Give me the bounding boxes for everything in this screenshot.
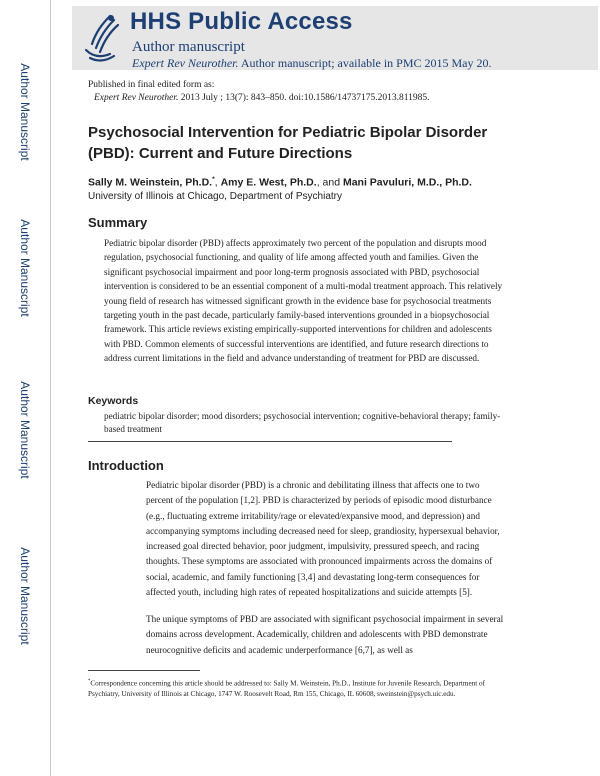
author-list <box>88 176 472 189</box>
introduction-paragraph: Pediatric bipolar disorder (PBD) is a chronic and debilitating illness that affects one to two percent of the population [1,2]. PBD is characterized by periods of episodic mood disturbance (e.g., fluctuating extreme irritability/rage or elevated/expansive mood, and depression) and accompanying symptoms including decreased need for sleep, grandiosity, hypersexual behavior, increased goal directed behavior, poor judgment, impulsivity, pressured speech, and racing thoughts. These symptoms are associated with pronounced impairments across the domains of social, academic, and family functioning [3,4] and devastating long-term consequences for affected youth, including high rates of repeated hospitalizations and suicide attempts [5]. <box>146 480 500 598</box>
publication-info <box>88 79 429 104</box>
keywords-heading: Keywords <box>88 395 139 407</box>
header-journal: Expert Rev Neurother. <box>132 56 239 70</box>
keywords-text: pediatric bipolar disorder; mood disorders; psychosocial intervention; cognitive-behavioral therapy; family-based treatment <box>104 411 501 434</box>
sidebar-divider <box>50 0 51 776</box>
summary-heading: Summary <box>88 215 148 230</box>
introduction-heading: Introduction <box>88 458 164 473</box>
publication-citation: 2013 July ; 13(7): 843–850. doi:10.1586/14737175.2013.811985. <box>180 92 430 103</box>
author-name: Mani Pavuluri, M.D., Ph.D. <box>342 176 472 189</box>
sidebar-label: Author Manuscript <box>18 381 32 479</box>
header-journal-line <box>132 56 492 71</box>
sidebar-label: Author Manuscript <box>18 63 32 161</box>
keywords-divider <box>88 441 452 442</box>
hhs-eagle-logo-icon <box>78 10 124 66</box>
affiliation: University of Illinois at Chicago, Department of Psychiatry <box>88 191 342 202</box>
author-mark: * <box>212 176 215 183</box>
footnote <box>88 677 498 699</box>
author-separator: , <box>214 176 221 189</box>
sidebar-label: Author Manuscript <box>18 547 32 645</box>
hhs-header <box>72 6 598 70</box>
summary-text: Pediatric bipolar disorder (PBD) affects approximately two percent of the population and disrupts mood regulation, psychosocial functioning, and quality of life among affected youth and families. Given the significant psychosocial impairment and poor long-term prognosis associated with PBD, psychosocial intervention is considered to be an essential component of a multi-modal treatment approach. This relatively young field of research has witnessed significant growth in the evidence base for psychosocial treatments targeting youth in the past decade, particularly family-based interventions grounded in a biopsychosocial framework. This article reviews existing empirically-supported interventions for children and adolescents with PBD. Common elements of successful interventions are identified, and future research directions to address current limitations in the field and advance understanding of treatment for PBD are discussed. <box>104 238 503 364</box>
publication-label: Published in final edited form as: <box>88 80 215 90</box>
publication-citation-line <box>88 92 429 105</box>
header-availability: Author manuscript; available in PMC 2015 May 20. <box>240 56 492 70</box>
author-name: Sally M. Weinstein, Ph.D. <box>88 176 213 189</box>
footnote-text: Correspondence concerning this article should be addressed to: Sally M. Weinstein, Ph.D., Institute for Juvenile Research, Department of Psychiatry, University of Illinois at Chicago, 1747 W. Roosevelt Road, Rm 155, Chicago, IL 60608, sweinstein@psych.uic.edu. <box>88 679 486 698</box>
footnote-mark: * <box>88 679 91 684</box>
introduction-paragraph: The unique symptoms of PBD are associated with significant psychosocial impairment in several domains across development. Academically, children and adolescents with PBD demonstrate neurocognitive deficits and academic underperformance [6,7], as well as <box>146 614 504 655</box>
publication-journal: Expert Rev Neurother. <box>94 92 179 103</box>
author-separator: , and <box>316 176 343 189</box>
paper-title: Psychosocial Intervention for Pediatric Bipolar Disorder (PBD): Current and Future Directions <box>88 124 488 162</box>
footnote-divider <box>88 670 200 671</box>
author-manuscript-sidebar <box>0 0 50 776</box>
author-name: Amy E. West, Ph.D. <box>220 176 317 189</box>
header-title: HHS Public Access <box>130 8 353 35</box>
header-subtitle: Author manuscript <box>132 39 245 55</box>
sidebar-label: Author Manuscript <box>18 219 32 317</box>
